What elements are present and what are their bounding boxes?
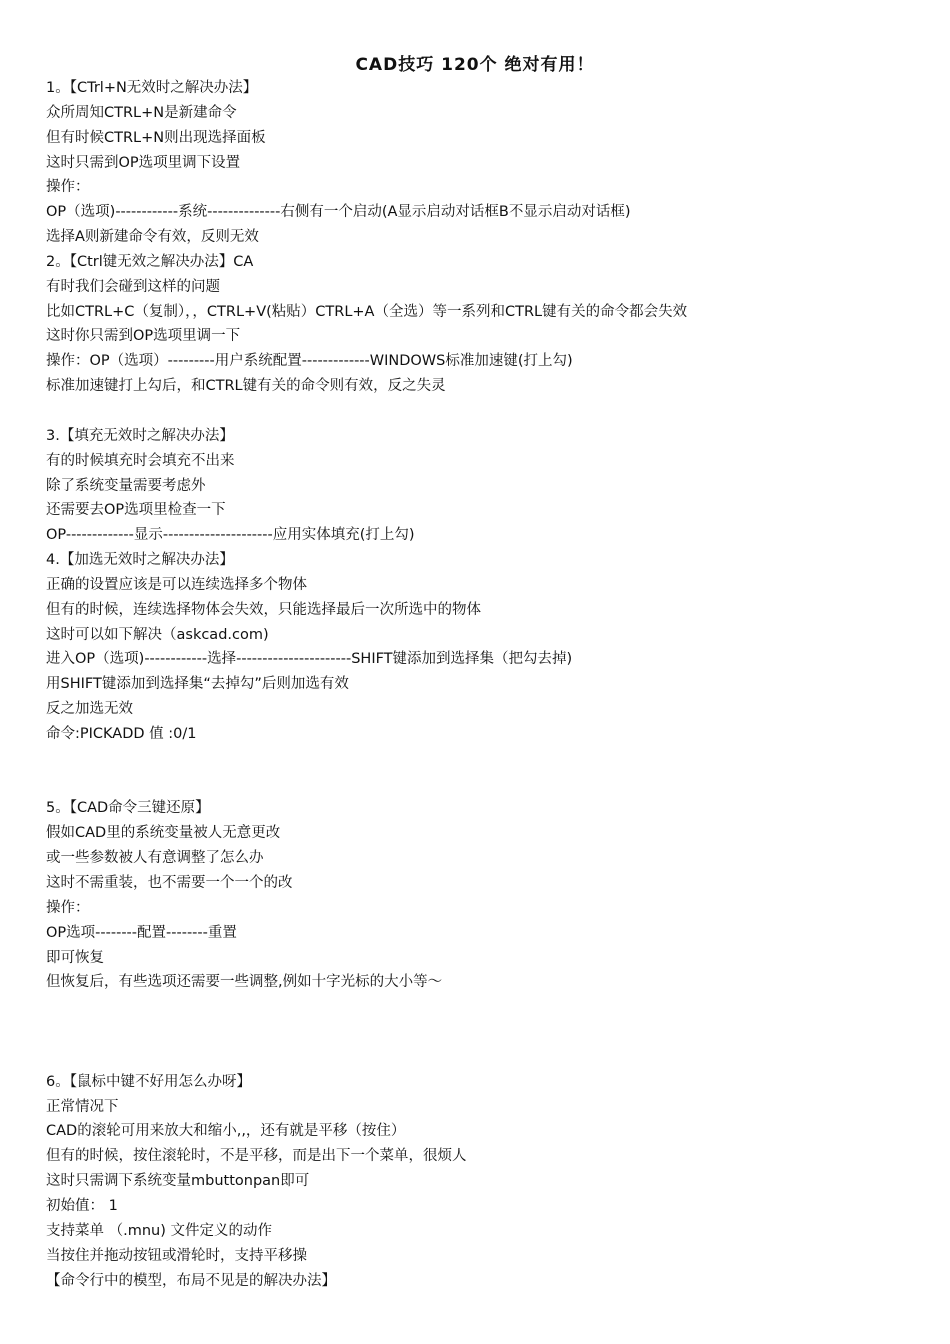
- text-line: 选择A则新建命令有效，反则无效: [46, 229, 259, 246]
- blank-line: [46, 1020, 926, 1045]
- text-line: OP选项--------配置--------重置: [46, 924, 237, 941]
- section-heading: 2。【Ctrl键无效之解决办法】CA: [46, 253, 254, 270]
- text-line: 用SHIFT键添加到选择集“去掉勾”后则加选有效: [46, 676, 349, 693]
- section-heading: 6。【鼠标中键不好用怎么办呀】: [46, 1073, 251, 1090]
- text-line: 比如CTRL+C（复制），，CTRL+V(粘贴）CTRL+A（全选）等一系列和CTRL键有关的命令都会失效: [46, 303, 688, 320]
- text-line: 反之加选无效: [46, 701, 133, 718]
- text-line: 还需要去OP选项里检查一下: [46, 502, 226, 519]
- text-line: 有的时候填充时会填充不出来: [46, 452, 235, 469]
- section-heading: 1。【CTrl+N无效时之解决办法】: [46, 80, 258, 96]
- text-line: 操作：OP（选项）---------用户系统配置-------------WINDOWS标准加速键(打上勾): [46, 353, 573, 370]
- section-heading: 3.【填充无效时之解决办法】: [46, 427, 234, 444]
- text-line: 即可恢复: [46, 949, 104, 966]
- text-line: 众所周知CTRL+N是新建命令: [46, 104, 237, 121]
- section-heading: 4.【加选无效时之解决办法】: [46, 552, 234, 569]
- blank-line: [46, 1045, 926, 1070]
- text-line: 当按住并拖动按钮或滑轮时，支持平移操: [46, 1247, 307, 1264]
- text-line: 除了系统变量需要考虑外: [46, 477, 206, 494]
- section-heading: 【命令行中的模型，布局不见是的解决办法】: [46, 1272, 336, 1289]
- text-line: 但恢复后，有些选项还需要一些调整,例如十字光标的大小等～: [46, 974, 443, 991]
- text-line: 这时只需到OP选项里调下设置: [46, 154, 241, 171]
- text-line: OP-------------显示---------------------应用实体填充(打上勾): [46, 527, 415, 544]
- text-line: 或一些参数被人有意调整了怎么办: [46, 850, 264, 867]
- text-line: 正常情况下: [46, 1098, 119, 1115]
- text-line: 命令:PICKADD 值 :0/1: [46, 725, 197, 742]
- text-line: CAD的滚轮可用来放大和缩小,,，还有就是平移（按住）: [46, 1123, 406, 1140]
- text-line: 假如CAD里的系统变量被人无意更改: [46, 825, 281, 842]
- text-line: 初始值： 1: [46, 1197, 118, 1214]
- text-line: 但有的时候，按住滚轮时，不是平移，而是出下一个菜单，很烦人: [46, 1148, 467, 1165]
- document-title: CAD技巧 120个 绝对有用！: [355, 55, 595, 75]
- text-line: 这时只需调下系统变量mbuttonpan即可: [46, 1173, 310, 1190]
- text-line: 操作：: [46, 899, 90, 916]
- blank-line: [46, 772, 926, 797]
- text-line: 这时不需重装，也不需要一个一个的改: [46, 875, 293, 891]
- text-line: 标准加速键打上勾后，和CTRL键有关的命令则有效，反之失灵: [46, 378, 446, 395]
- text-line: OP（选项)------------系统--------------右侧有一个启动(A显示启动对话框B不显示启动对话框): [46, 204, 631, 221]
- text-line: 操作：: [46, 179, 90, 196]
- section-heading: 5。【CAD命令三键还原】: [46, 800, 210, 817]
- text-line: 进入OP（选项)------------选择----------------------SHIFT键添加到选择集（把勾去掉): [46, 651, 573, 668]
- blank-line: [46, 399, 926, 424]
- text-line: 这时你只需到OP选项里调一下: [46, 328, 241, 345]
- text-line: 但有时候CTRL+N则出现选择面板: [46, 129, 266, 146]
- text-line: 但有的时候，连续选择物体会失效，只能选择最后一次所选中的物体: [46, 601, 481, 618]
- text-line: 正确的设置应该是可以连续选择多个物体: [46, 576, 307, 593]
- document-body: [46, 76, 926, 1293]
- blank-line: [46, 747, 926, 772]
- text-line: 这时可以如下解决（askcad.com): [46, 626, 269, 643]
- blank-line: [46, 995, 926, 1020]
- text-line: 有时我们会碰到这样的问题: [46, 278, 220, 295]
- text-line: 支持菜单 （.mnu) 文件定义的动作: [46, 1222, 272, 1239]
